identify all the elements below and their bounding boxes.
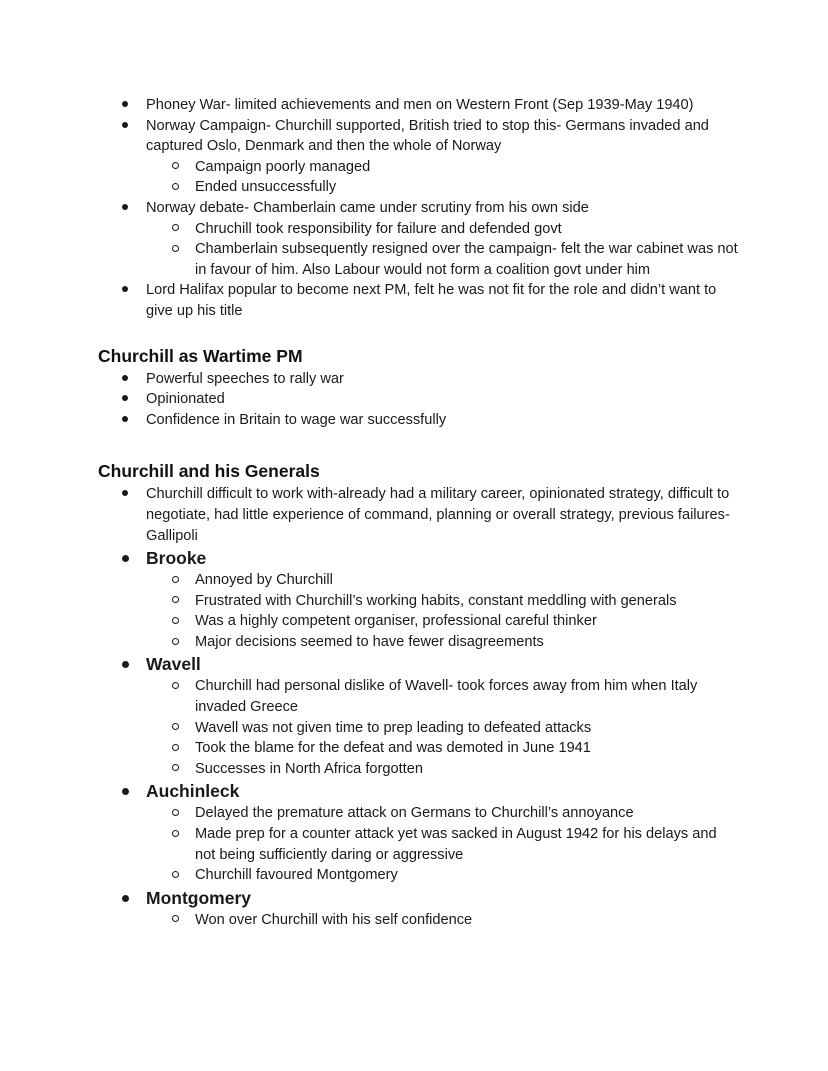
document-content [98,95,738,930]
filled-bullet-icon [120,484,130,505]
hollow-bullet-icon [170,632,180,653]
list-item-text: Powerful speeches to rally war [146,370,344,387]
sub-list-item-text: Made prep for a counter attack yet was sacked in August 1942 for his delays and not being sufficiently daring or aggressive [195,826,717,863]
hollow-bullet-icon [170,718,180,739]
list-item [98,369,738,390]
list-item [98,484,738,546]
general-heading-wavell [98,653,738,676]
sub-list-item-text: Major decisions seemed to have fewer disagreements [195,633,544,650]
list-item-text: Norway Campaign- Churchill supported, British tried to stop this- Germans invaded and captured Oslo, Denmark and then the whole of Norway [146,117,709,155]
list-item-text: Churchill difficult to work with-already had a military career, opinionated strategy, difficult to negotiate, had little experience of command, planning or overall strategy, previous failures- Gallipoli [146,486,730,544]
sub-list-item-text: Delayed the premature attack on Germans to Churchill’s annoyance [195,805,634,822]
sub-list-item-text: Annoyed by Churchill [195,572,333,589]
hollow-bullet-icon [170,676,180,697]
filled-bullet-icon [120,116,130,137]
general-name: Brooke [146,548,207,569]
intro-list [98,95,738,322]
list-item [98,116,738,157]
general-heading-brooke [98,547,738,570]
sub-list-item [98,219,738,240]
section-heading: Churchill as Wartime PM [98,345,303,366]
list-item [98,389,738,410]
sub-list-item [98,570,738,591]
hollow-bullet-icon [170,177,180,198]
list-item-text: Phoney War- limited achievements and men on Western Front (Sep 1939-May 1940) [146,97,694,113]
sub-list-item-text: Was a highly competent organiser, professional careful thinker [195,613,597,630]
sub-list-item [98,239,738,280]
list-item-text: Lord Halifax popular to become next PM, felt he was not fit for the role and didn’t want to give up his title [146,282,717,319]
list-item-text: Confidence in Britain to wage war successfully [146,411,447,428]
hollow-bullet-icon [170,759,180,780]
general-heading-montgomery [98,887,738,910]
sub-list-item-text: Churchill favoured Montgomery [195,867,398,884]
general-heading-auchinleck [98,780,738,803]
hollow-bullet-icon [170,239,180,260]
sub-list-item [98,177,738,198]
filled-bullet-icon [120,887,130,910]
sub-list-item-text: Wavell was not given time to prep leading to defeated attacks [195,719,592,736]
section-generals [98,460,738,930]
sub-list-item [98,824,738,865]
filled-bullet-icon [120,547,130,570]
filled-bullet-icon [120,369,130,390]
sub-list-item-text: Took the blame for the defeat and was demoted in June 1941 [195,740,591,757]
sub-list-item-text: Successes in North Africa forgotten [195,760,423,777]
sub-list-item-text: Won over Churchill with his self confidence [195,911,473,928]
hollow-bullet-icon [170,824,180,845]
hollow-bullet-icon [170,738,180,759]
sub-list-item [98,591,738,612]
section-wartime-pm [98,345,738,431]
sub-list-item [98,611,738,632]
general-name: Auchinleck [146,781,240,802]
sub-list-item [98,676,738,717]
sub-list-item-text: Chamberlain subsequently resigned over the campaign- felt the war cabinet was not in favour of him. Also Labour would not form a coalition govt under him [195,241,738,278]
hollow-bullet-icon [170,591,180,612]
filled-bullet-icon [120,280,130,301]
general-name: Montgomery [146,887,251,908]
hollow-bullet-icon [170,611,180,632]
list-item [98,410,738,431]
filled-bullet-icon [120,389,130,410]
list-item-text: Norway debate- Chamberlain came under scrutiny from his own side [146,199,589,216]
hollow-bullet-icon [170,157,180,178]
sub-list-item-text: Frustrated with Churchill’s working habits, constant meddling with generals [195,592,677,609]
general-name: Wavell [146,654,201,675]
list-item [98,280,738,321]
sub-list-item [98,803,738,824]
generals-list [98,484,738,930]
sub-list-item [98,632,738,653]
hollow-bullet-icon [170,910,180,931]
sub-list-item-text: Campaign poorly managed [195,158,371,175]
sub-list-item-text: Ended unsuccessfully [195,179,337,196]
list-item [98,198,738,219]
filled-bullet-icon [120,198,130,219]
list-item [98,95,738,116]
section-heading: Churchill and his Generals [98,461,320,482]
sub-list-item [98,865,738,886]
hollow-bullet-icon [170,803,180,824]
hollow-bullet-icon [170,219,180,240]
wartime-pm-list [98,369,738,431]
filled-bullet-icon [120,95,130,116]
filled-bullet-icon [120,653,130,676]
list-item-text: Opinionated [146,391,225,408]
hollow-bullet-icon [170,570,180,591]
sub-list-item-text: Churchill had personal dislike of Wavell- took forces away from him when Italy invaded Greece [195,678,698,716]
filled-bullet-icon [120,410,130,431]
sub-list-item [98,759,738,780]
sub-list-item [98,738,738,759]
hollow-bullet-icon [170,865,180,886]
sub-list-item [98,157,738,178]
sub-list-item [98,910,738,931]
sub-list-item-text: Chruchill took responsibility for failure and defended govt [195,220,562,237]
filled-bullet-icon [120,780,130,803]
sub-list-item [98,718,738,739]
